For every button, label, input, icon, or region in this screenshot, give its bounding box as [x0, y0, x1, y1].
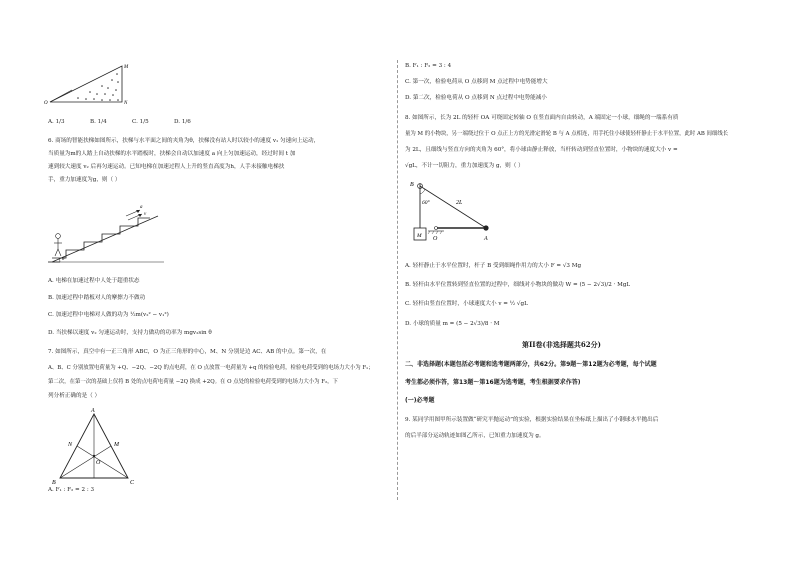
q7-option-b: B. F₁ : F₂ = 3 : 4 [405, 63, 452, 69]
q5-option-c: C. 1/5 [132, 119, 149, 125]
q8-label-b: B [410, 182, 414, 188]
column-divider [397, 60, 398, 500]
q7-label-n: N [68, 442, 73, 448]
q8-line-3: 为 2L，且细线与竖直方向的夹角为 60°，将小球由静止释放，当杆转动到竖直位置时，小物块的速度大小 v = [405, 147, 678, 153]
q8-line-1: 8. 如图所示，长为 2L 的轻杆 OA 可绕固定转轴 O 在竖直面内自由转动，A 端固定一小球，细绳的一端系有质 [405, 115, 679, 121]
q8-label-a: A [484, 236, 488, 242]
q6-option-c: C. 加速过程中电梯对人做的功为 ½m(v₂² − v₁²) [48, 312, 169, 318]
q6-escalator-figure [46, 198, 166, 274]
q8-line-4: √gL，不计一切阻力，重力加速度为 g，则（ ） [405, 163, 524, 169]
q5-figure [42, 60, 132, 108]
q7-line-4: 列分析正确的是（ ） [48, 393, 101, 399]
q5-label-m: M [124, 65, 129, 70]
q7-label-o: O [96, 460, 101, 466]
q7-option-d: D. 第二次，检验电荷从 O 点移到 N 点过程中电势能减小 [405, 95, 547, 101]
q5-option-d: D. 1/6 [174, 119, 191, 125]
part-2-line-1: 二、非选择题(本题包括必考题和选考题两部分，共62分。第9题～第12题为必考题，每个试题 [405, 361, 657, 368]
q5-label-n: N [124, 101, 128, 106]
q7-option-a: A. F₁ : F₂ = 2 : 3 [48, 487, 95, 493]
q8-label-m: M [417, 233, 422, 239]
q8-option-b: B. 轻杆由水平位置转到竖直位置的过程中，细线对小物块的做功 W = (5 − 2√3)/2 · MgL [405, 282, 631, 288]
part-2-line-2: 考生都必须作答，第13题～第16题为选考题，考生根据要求作答) [405, 379, 581, 386]
required-heading: (一)必考题 [405, 397, 435, 404]
q5-option-b: B. 1/4 [90, 119, 107, 125]
q6-line-4: 手，重力加速度为g，则（ ） [48, 177, 121, 183]
q7-line-1: 7. 如图所示，真空中有一正三角形 ABC，O 为正三角形的中心，M、N 分别是边 AC、AB 的中点。第一次，在 [48, 349, 327, 355]
q9-line-1: 9. 某同学用图甲所示装置做“研究平抛运动”的实验，根据实验结果在坐标纸上描出了小钢球水平抛出后 [405, 417, 659, 423]
q7-label-a: A [91, 408, 95, 414]
q7-triangle-figure [50, 406, 140, 486]
q8-line-2: 量为 M 的小物块，另一端绕过位于 O 点正上方的光滑定滑轮 B 与 A 点相连，用手托住小球使轻杆静止于水平位置，此时 AB 间细线长 [405, 131, 729, 137]
q8-option-a: A. 轻杆静止于水平位置时，杆子 B 受到细绳作用力的大小 F = √3 Mg [405, 263, 582, 269]
q6-line-3: 速到较大速度 v₂ 后再匀速运动。已知电梯在加速过程人上升的竖直高度为h，人手未接触电梯扶 [48, 164, 285, 170]
q6-option-d: D. 当扶梯以速度 v₂ 匀速运动时，支持力做功的功率为 mgv₂sin θ [48, 330, 212, 336]
q6-option-a: A. 电梯在加速过程中人处于超重状态 [48, 278, 140, 284]
q6-line-2: 当质量为m的人踏上自动扶梯的水平踏板时，扶梯会自动以加速度 a 向上匀加速运动，经过时间 t 加 [48, 151, 296, 157]
q7-label-c: C [130, 480, 135, 486]
q7-label-m: M [114, 442, 119, 448]
q8-option-d: D. 小球的质量 m = (5 − 2√3)/8 · M [405, 321, 500, 327]
q6-label-v: v [144, 212, 147, 217]
q6-line-1: 6. 商场的智能扶梯如图所示，扶梯与水平面之间的夹角为θ，扶梯没有站人时以较小的速度 v₁ 匀速向上运动， [48, 138, 320, 144]
q8-rod-figure [408, 176, 504, 252]
q7-line-2: A、B、C 分别放置电荷量为 +Q、−2Q、−2Q 的点电荷，在 O 点放置一电荷量为 +q 的检验电荷，检验电荷受到的电场力大小为 F₁； [48, 365, 374, 371]
q8-label-o: O [433, 236, 438, 242]
q6-option-b: B. 加速过程中踏板对人的摩擦力不做功 [48, 295, 146, 301]
q5-label-o: O [44, 101, 48, 106]
q5-option-a: A. 1/3 [48, 119, 65, 125]
q8-label-2l: 2L [456, 200, 463, 206]
section-2-title: 第II卷(非选择题共62分) [522, 340, 601, 349]
q6-label-theta: θ [62, 257, 65, 262]
q9-line-2: 的后半部分运动轨迹如图乙所示，已知重力加速度为 g。 [405, 433, 545, 439]
q8-label-angle: 60° [422, 200, 430, 206]
q7-line-3: 第二次，在第一次的基础上仅将 B 处的点电荷电荷量 −2Q 换成 +2Q。在 O 点处的检验电荷受到的电场力大小为 F₂，下 [48, 379, 338, 385]
q7-label-b: B [52, 480, 56, 486]
q7-option-c: C. 第一次，检验电荷从 O 点移到 M 点过程中电势能增大 [405, 79, 548, 85]
q8-option-c: C. 轻杆由竖直位置时，小球速度大小 v = ½ √gL [405, 301, 528, 307]
q6-label-a: a [140, 205, 143, 210]
